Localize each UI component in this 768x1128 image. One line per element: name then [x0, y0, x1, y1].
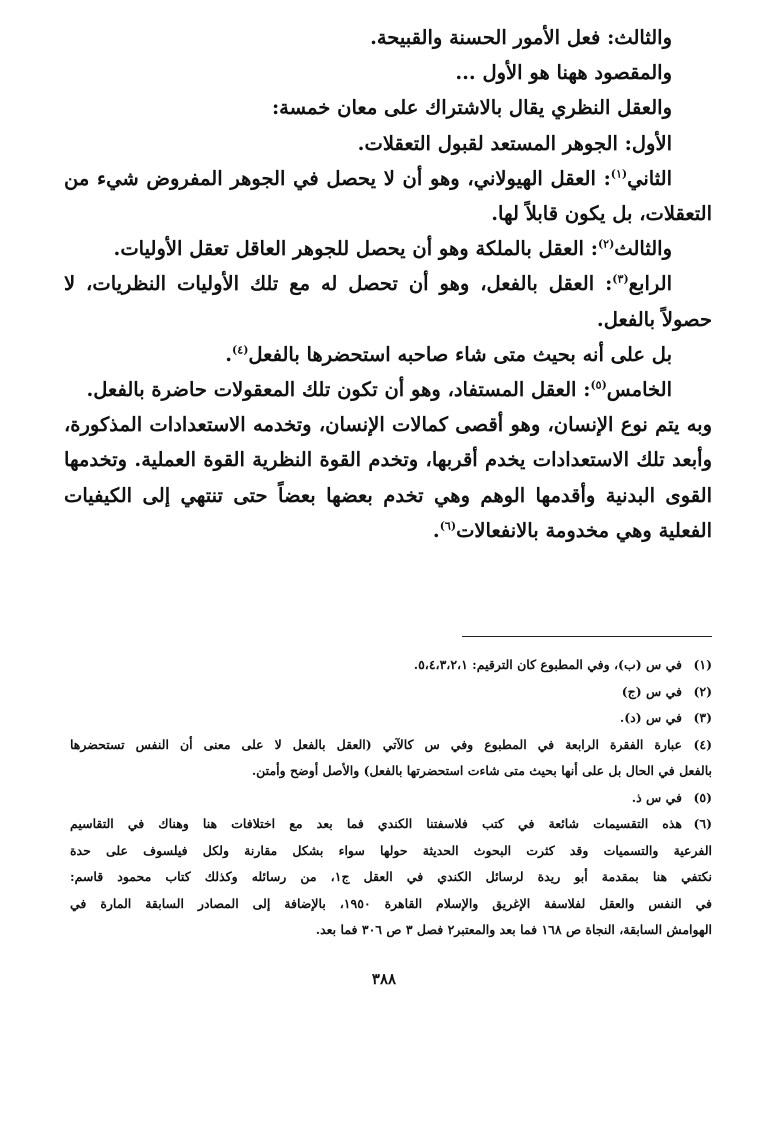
footnote — [70, 785, 712, 812]
footnote — [70, 705, 712, 732]
text-span: والمقصود ههنا هو الأول ... — [455, 61, 672, 85]
footnote-separator — [462, 636, 712, 637]
text-line — [64, 161, 712, 196]
footnote-text: الفرعية والتسميات وقد كثرت البحوث الحديثة حولها سواء بشكل مقارنة ولكل فيلسوف على حدة — [70, 842, 712, 858]
text-span: القوى البدنية وأقدمها الوهم وهي تخدم بعضها بعضاً حتى تنتهي إلى الكيفيات — [64, 483, 712, 507]
main-text — [64, 20, 712, 548]
text-line — [64, 337, 712, 372]
footnote-text: الهوامش السابقة، النجاة ص ١٦٨ فما بعد والمعتبر٢ فصل ٣ ص ٣٠٦ فما بعد. — [315, 922, 712, 937]
footnote-ref: (٢) — [597, 237, 615, 251]
footnote-ref: (٣) — [612, 272, 629, 286]
footnote-continuation — [70, 838, 712, 865]
footnote-text: في س ذ. — [631, 789, 682, 805]
text-span: التعقلات، بل يكون قابلاً لها. — [491, 202, 712, 226]
text-line — [64, 231, 712, 266]
text-line — [64, 302, 712, 337]
page-number: ٣٨٨ — [371, 970, 397, 988]
footnote-ref: (٤) — [232, 343, 249, 357]
footnote-ref: (٥) — [590, 378, 607, 392]
text-span: والثالث — [614, 237, 672, 261]
footnote-number: (٣) — [693, 710, 712, 725]
footnote-text: عبارة الفقرة الرابعة في المطبوع وفي س كالآتي (العقل بالفعل لا على معنى أن النفس تستحضرها — [70, 736, 682, 752]
text-line — [64, 20, 712, 55]
footnote — [70, 652, 712, 679]
footnote-number: (٤) — [693, 736, 712, 752]
text-line — [64, 126, 712, 161]
text-span: . — [432, 518, 440, 542]
footnote-number: (٥) — [693, 789, 712, 805]
footnote-continuation — [70, 891, 712, 918]
text-span: بل على أنه بحيث متى شاء صاحبه استحضرها بالفعل — [248, 342, 672, 366]
footnote-text: في النفس والعقل لفلاسفة الإغريق والإسلام القاهرة ١٩٥٠، بالإضافة إلى المصادر السابقة المارة في — [70, 895, 712, 911]
text-span: : العقل بالفعل، وهو أن تحصل له مع تلك الأوليات النظريات، لا — [64, 272, 613, 296]
text-span: وبه يتم نوع الإنسان، وهو أقصى كمالات الإنسان، وتخدمه الاستعدادات المذكورة، — [64, 413, 712, 437]
footnote — [70, 811, 712, 838]
text-span: الخامس — [606, 378, 672, 402]
text-line — [64, 55, 712, 90]
footnote — [70, 679, 712, 706]
footnote-text: في س (د). — [619, 710, 682, 725]
text-line — [64, 90, 712, 125]
text-span: : العقل المستفاد، وهو أن تكون تلك المعقولات حاضرة بالفعل. — [86, 378, 591, 402]
footnotes — [70, 652, 712, 944]
footnote-text: نكتفي هنا بمقدمة أبو ريدة لرسائل الكندي في العقل ج١، من رسائله وكذلك كتاب محمود قاسم: — [70, 869, 712, 884]
text-span: حصولاً بالفعل. — [596, 307, 712, 331]
footnote-number: (١) — [693, 657, 712, 672]
text-span: والعقل النظري يقال بالاشتراك على معان خمسة: — [271, 96, 672, 120]
footnote — [70, 732, 712, 759]
text-span: : العقل الهيولاني، وهو أن لا يحصل في الجوهر المفروض شيء من — [64, 166, 611, 190]
text-line — [64, 407, 712, 442]
text-span: والثالث: فعل الأمور الحسنة والقبيحة. — [370, 26, 672, 49]
footnote-text: هذه التقسيمات شائعة في كتب فلاسفتنا الكندي فما بعد مع اختلافات هنا وهناك في التقاسيم — [70, 816, 682, 831]
footnote-ref: (١) — [610, 167, 628, 181]
text-line — [64, 513, 712, 548]
text-span: : العقل بالملكة وهو أن يحصل للجوهر العاقل تعقل الأوليات. — [113, 237, 598, 261]
text-span: وأبعد تلك الاستعدادات يخدم أقربها، وتخدم القوة النظرية القوة العملية. وتخدمها — [64, 448, 712, 472]
footnote-continuation — [70, 864, 712, 891]
text-line — [64, 478, 712, 513]
footnote-text: في س (ج) — [621, 683, 682, 699]
footnote-ref: (٦) — [439, 519, 457, 533]
text-line — [64, 442, 712, 477]
text-span: الثاني — [627, 166, 672, 190]
footnote-continuation — [70, 917, 712, 944]
text-line — [64, 372, 712, 407]
text-span: الفعلية وهي مخدومة بالانفعالات — [456, 518, 712, 542]
footnote-text: في س (ب)، وفي المطبوع كان الترقيم: ٥،٤،٣،٢،١. — [413, 657, 682, 672]
footnote-text: بالفعل في الحال بل على أنها بحيث متى شاءت استحضرتها بالفعل) والأصل أوضح وأمتن. — [251, 763, 712, 778]
text-span: . — [225, 342, 233, 366]
footnote-number: (٢) — [693, 683, 712, 699]
text-span: الرابع — [628, 272, 672, 296]
text-line — [64, 266, 712, 301]
footnote-number: (٦) — [693, 816, 712, 831]
text-line — [64, 196, 712, 231]
text-span: الأول: الجوهر المستعد لقبول التعقلات. — [357, 131, 672, 155]
footnote-continuation — [70, 758, 712, 785]
